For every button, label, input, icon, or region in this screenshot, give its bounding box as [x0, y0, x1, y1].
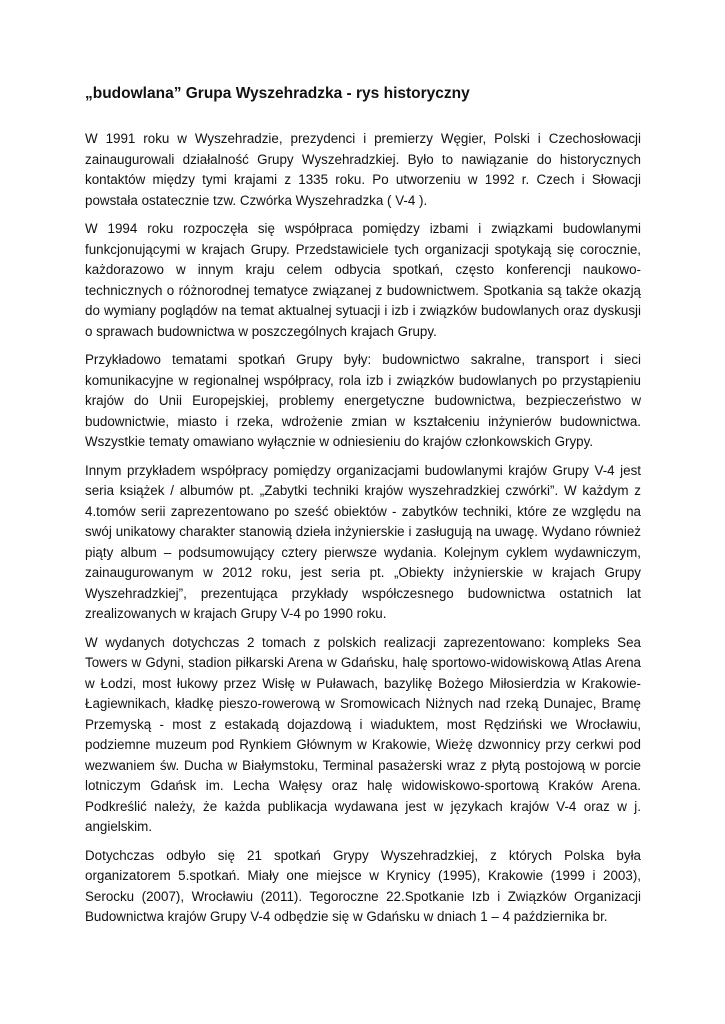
paragraph: Innym przykładem współpracy pomiędzy organizacjami budowlanymi krajów Grupy V-4 jest seria książek / albumów pt. „Zabytki techniki krajów wyszehradzkiej czwórki”. W każdym z 4.tomów serii zaprezentowano po sześć obiektów - zabytków techniki, które ze względu na swój unikatowy charakter stanowią dzieła inżynierskie i zasługują na uwagę. Wydano również piąty album – podsumowujący cztery pierwsze wydania. Kolejnym cyklem wydawniczym, zainaugurowanym w 2012 roku, jest seria pt. „Obiekty inżynierskie w krajach Grupy Wyszehradzkiej”, prezentująca przykłady współczesnego budownictwa ostatnich lat zrealizowanych w krajach Grupy V-4 po 1990 roku. — [85, 462, 641, 621]
paragraph: W wydanych dotychczas 2 tomach z polskich realizacji zaprezentowano: kompleks Sea Towers w Gdyni, stadion piłkarski Arena w Gdańsku, halę sportowo-widowiskową Atlas Arena w Łodzi, most łukowy przez Wisłę w Puławach, bazylikę Bożego Miłosierdzia w Krakowie-Łagiewnikach, kładkę pieszo-rowerową w Sromowicach Niżnych nad rzeką Dunajec, Bramę Przemyską - most z estakadą dojazdową i wiaduktem, most Rędziński we Wrocławiu, podziemne muzeum pod Rynkiem Głównym w Krakowie, Wieżę dzwonnicy przy cerkwi pod wezwaniem św. Ducha w Białymstoku, Terminal pasażerski wraz z płytą postojową w porcie lotniczym Gdańsk im. Lecha Wałęsy oraz halę widowiskowo-sportową Kraków Arena. Podkreślić należy, że każda publikacja wydawana jest w językach krajów V-4 oraz w j. angielskim. — [85, 634, 641, 834]
paragraph: W 1991 roku w Wyszehradzie, prezydenci i premierzy Węgier, Polski i Czechosłowacji zainaugurowali działalność Grupy Wyszehradzkiej. Było to nawiązanie do historycznych kontaktów między tymi krajami z 1335 roku. Po utworzeniu w 1992 r. Czech i Słowacji powstała ostatecznie tzw. Czwórka Wyszehradzka ( V-4 ). — [85, 131, 641, 208]
paragraph: W 1994 roku rozpoczęła się współpraca pomiędzy izbami i związkami budowlanymi funkcjonującymi w krajach Grupy. Przedstawiciele tych organizacji spotykają się corocznie, każdorazowo w innym kraju celem odbycia spotkań, często konferencji naukowo-technicznych o różnorodnej tematyce związanej z budownictwem. Spotkania są także okazją do wymiany poglądów na temat aktualnej sytuacji i izb i związków budowlanych oraz dyskusji o sprawach budownictwa w poszczególnych krajach Grupy. — [85, 221, 641, 339]
document-title: „budowlana” Grupa Wyszehradzka - rys historyczny — [85, 85, 470, 102]
document-page — [85, 84, 641, 936]
paragraph: Przykładowo tematami spotkań Grupy były: budownictwo sakralne, transport i sieci komunikacyjne w regionalnej współpracy, rola izb i związków budowlanych po przystąpieniu krajów do Unii Europejskiej, problemy energetyczne budownictwa, bezpieczeństwo w budownictwie, miasto i rzeka, wdrożenie zmian w kształceniu inżynierów budownictwa. Wszystkie tematy omawiano wyłącznie w odniesieniu do krajów członkowskich Grypy. — [85, 352, 641, 449]
paragraph: Dotychczas odbyło się 21 spotkań Grypy Wyszehradzkiej, z których Polska była organizatorem 5.spotkań. Miały one miejsce w Krynicy (1995), Krakowie (1999 i 2003), Serocku (2007), Wrocławiu (2011). Tegoroczne 22.Spotkanie Izb i Związków Organizacji Budownictwa krajów Grupy V-4 odbędzie się w Gdańsku w dniach 1 – 4 października br. — [85, 847, 641, 924]
